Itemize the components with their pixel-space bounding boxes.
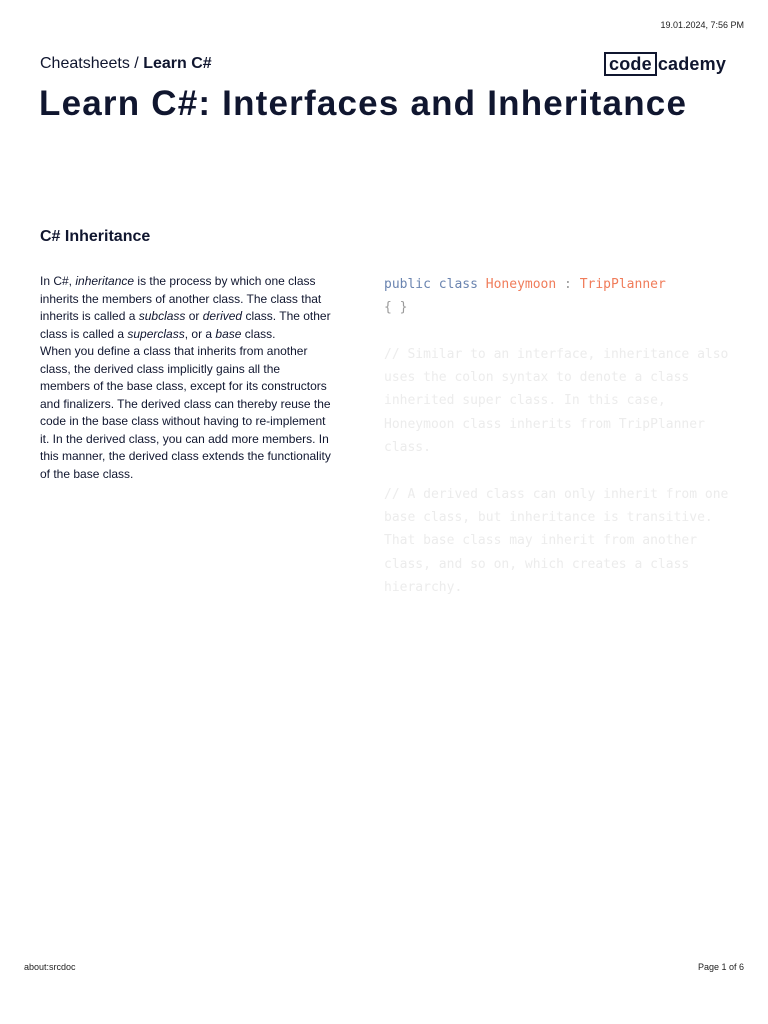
code-comment-1: // Similar to an interface, inheritance also uses the colon syntax to denote a class inherited super class. In this case, Honeymoon class inherits from TripPlanner class. xyxy=(384,346,737,456)
code-class-name: Honeymoon xyxy=(485,277,557,292)
term-derived: derived xyxy=(202,309,243,323)
description-paragraph-2: When you define a class that inherits from another class, the derived class implicitly gains all the members of the base class, except for its constructors and finalizers. The derived class can thereby reuse the code in the base class without having to re-implement it. In the derived class, you can add more members. In this manner, the derived class extends the functionality of the base class. xyxy=(40,344,331,481)
term-inheritance: inheritance xyxy=(75,274,135,288)
breadcrumb xyxy=(40,55,212,73)
text-run: class. The other class is called a xyxy=(40,309,331,341)
code-braces: { } xyxy=(384,300,408,316)
print-url: about:srcdoc xyxy=(24,962,76,972)
print-page-number: Page 1 of 6 xyxy=(697,962,744,972)
code-comment-2: // A derived class can only inherit from one base class, but inheritance is transitive. That base class may inherit from another class, and so on, which creates a class hierarchy. xyxy=(384,486,737,595)
term-subclass: subclass xyxy=(138,309,186,323)
section-heading: C# Inheritance xyxy=(40,228,151,245)
print-datetime: 19.01.2024, 7:56 PM xyxy=(660,20,744,30)
description-paragraph-1 xyxy=(40,273,332,343)
breadcrumb-separator: / xyxy=(129,55,144,72)
term-superclass: superclass xyxy=(127,326,185,341)
term-base: base xyxy=(215,326,242,341)
code-keyword-public: public xyxy=(384,277,431,292)
section-description xyxy=(40,273,332,483)
text-run: class. xyxy=(241,326,276,341)
code-keyword-class: class xyxy=(438,277,478,292)
code-example xyxy=(384,273,744,599)
text-run: In C#, xyxy=(40,274,76,288)
logo-boxed-text: code xyxy=(604,52,657,76)
code-base-class-name: TripPlanner xyxy=(579,277,666,292)
logo-rest-text: cademy xyxy=(657,54,727,74)
codecademy-logo[interactable] xyxy=(604,52,726,76)
breadcrumb-link-cheatsheets[interactable]: Cheatsheets xyxy=(40,55,130,72)
breadcrumb-current[interactable]: Learn C# xyxy=(143,55,212,72)
code-colon: : xyxy=(564,277,572,292)
text-run: , or a xyxy=(184,326,216,341)
text-run: is the process by which one class inherits the members of another class. The class that inherits is called a xyxy=(40,274,322,323)
page-title: Learn C#: Interfaces and Inheritance xyxy=(39,84,688,123)
text-run: or xyxy=(185,309,203,323)
